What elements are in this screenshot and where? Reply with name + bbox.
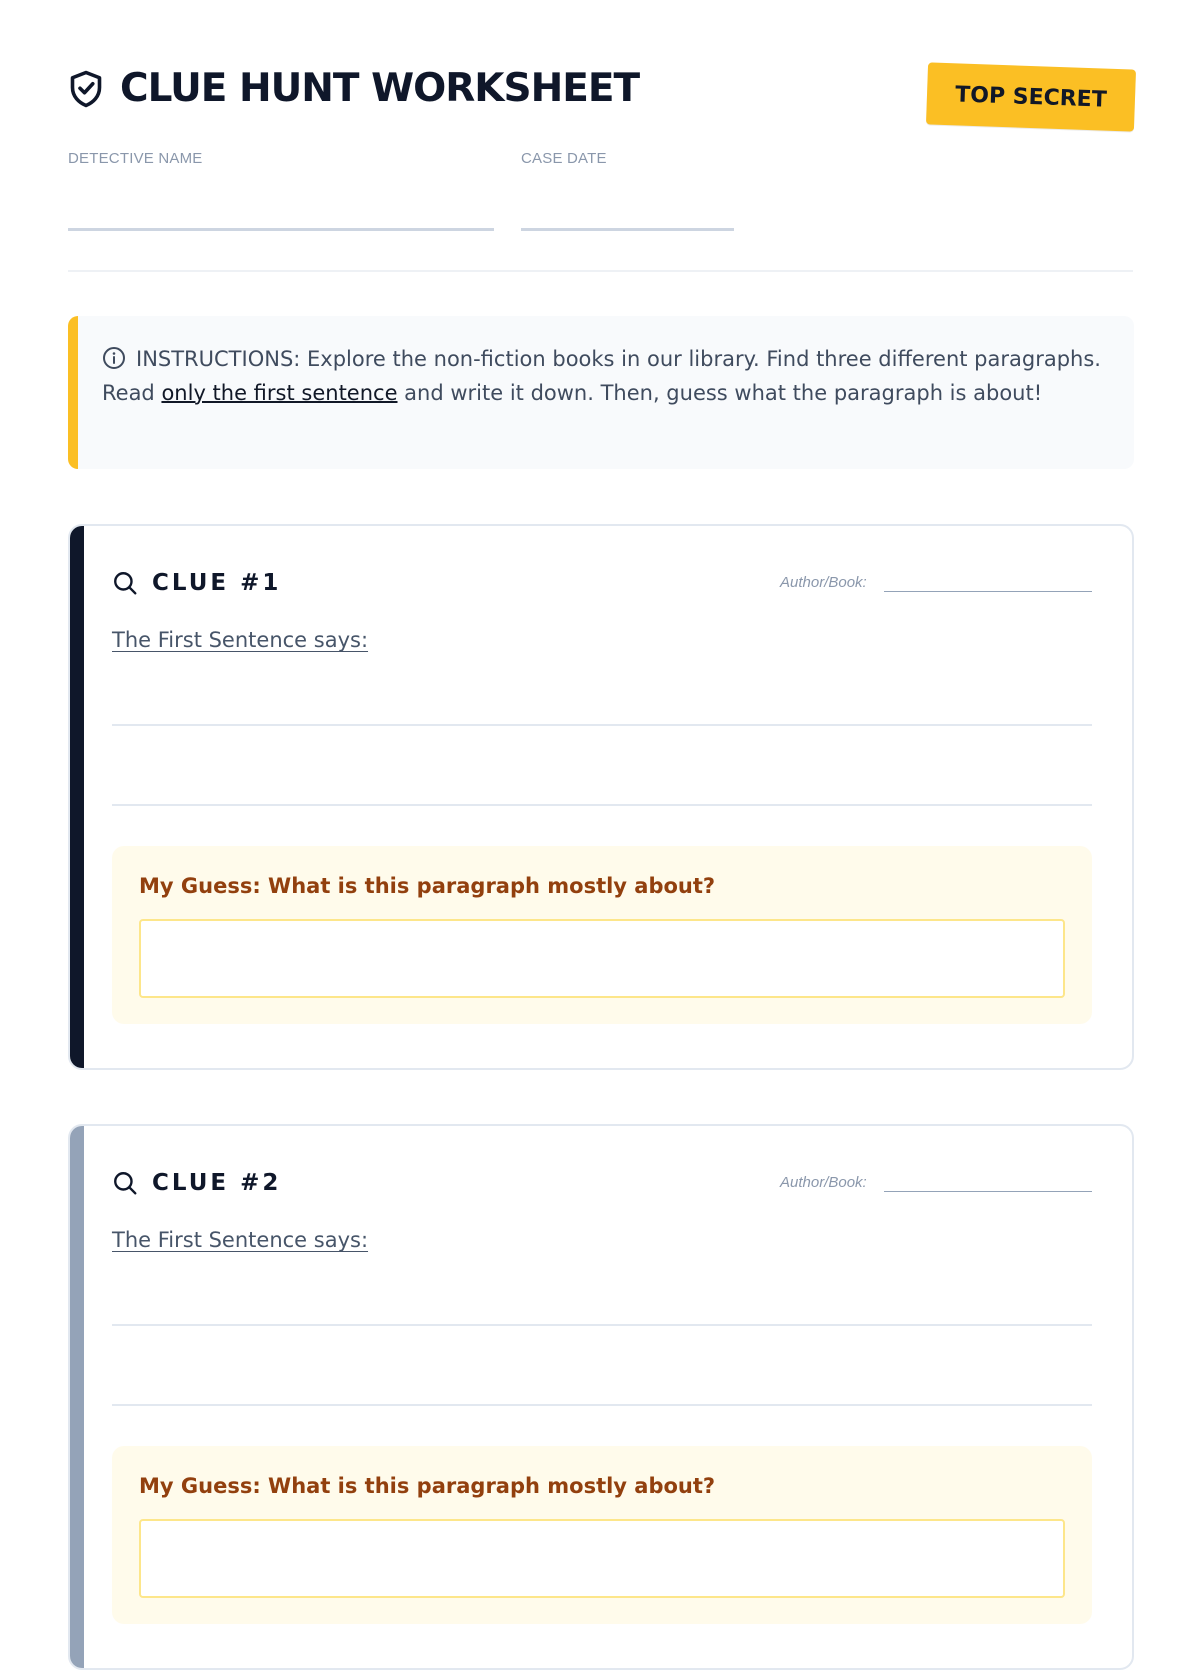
top-secret-stamp: TOP SECRET: [926, 62, 1136, 131]
clue-title: CLUE #2: [152, 1170, 282, 1196]
author-book-label: Author/Book:: [780, 1174, 867, 1191]
page-title: CLUE HUNT WORKSHEET: [120, 66, 640, 111]
guess-label: My Guess: What is this paragraph mostly about?: [139, 874, 716, 898]
instructions-box: [68, 316, 1134, 469]
detective-name-line[interactable]: [68, 228, 494, 231]
case-date-label: CASE DATE: [521, 150, 607, 167]
sentence-writing-line[interactable]: [112, 1404, 1092, 1406]
instructions-lead: INSTRUCTIONS: Explore the non-fiction books in our library. Find three different paragraphs. Read: [102, 347, 1101, 405]
guess-box: [112, 1446, 1092, 1624]
instructions-emphasis: only the first sentence: [161, 381, 398, 405]
worksheet-page: [68, 0, 1133, 1498]
guess-box: [112, 846, 1092, 1024]
clue-card-1: [68, 524, 1134, 1070]
author-book-line[interactable]: [884, 591, 1092, 592]
instructions-tail: and write it down. Then, guess what the paragraph is about!: [397, 381, 1043, 405]
sentence-writing-line[interactable]: [112, 724, 1092, 726]
sentence-writing-line[interactable]: [112, 804, 1092, 806]
sentence-writing-line[interactable]: [112, 1324, 1092, 1326]
clue-header: [112, 1170, 281, 1196]
case-date-field[interactable]: [521, 150, 607, 167]
clue-header: [112, 570, 281, 596]
first-sentence-label: The First Sentence says:: [112, 628, 369, 652]
author-book-label: Author/Book:: [780, 574, 867, 591]
first-sentence-label: The First Sentence says:: [112, 1228, 369, 1252]
detective-name-field[interactable]: [68, 150, 202, 167]
worksheet-header: [68, 0, 1133, 272]
guess-answer-field[interactable]: [139, 919, 1065, 998]
search-icon: [112, 1170, 138, 1196]
clue-card-accent-bar: [70, 1126, 84, 1668]
author-book-field[interactable]: [780, 574, 1092, 591]
guess-answer-field[interactable]: [139, 1519, 1065, 1598]
guess-label: My Guess: What is this paragraph mostly about?: [139, 1474, 716, 1498]
search-icon: [112, 570, 138, 596]
author-book-line[interactable]: [884, 1191, 1092, 1192]
clue-card-2: [68, 1124, 1134, 1670]
clue-card-accent-bar: [70, 526, 84, 1068]
case-date-line[interactable]: [521, 228, 734, 231]
detective-name-label: DETECTIVE NAME: [68, 150, 203, 167]
shield-check-icon: [68, 69, 104, 109]
info-icon: [102, 346, 126, 370]
title-row: [68, 66, 639, 111]
clue-title: CLUE #1: [152, 570, 282, 596]
author-book-field[interactable]: [780, 1174, 1092, 1191]
